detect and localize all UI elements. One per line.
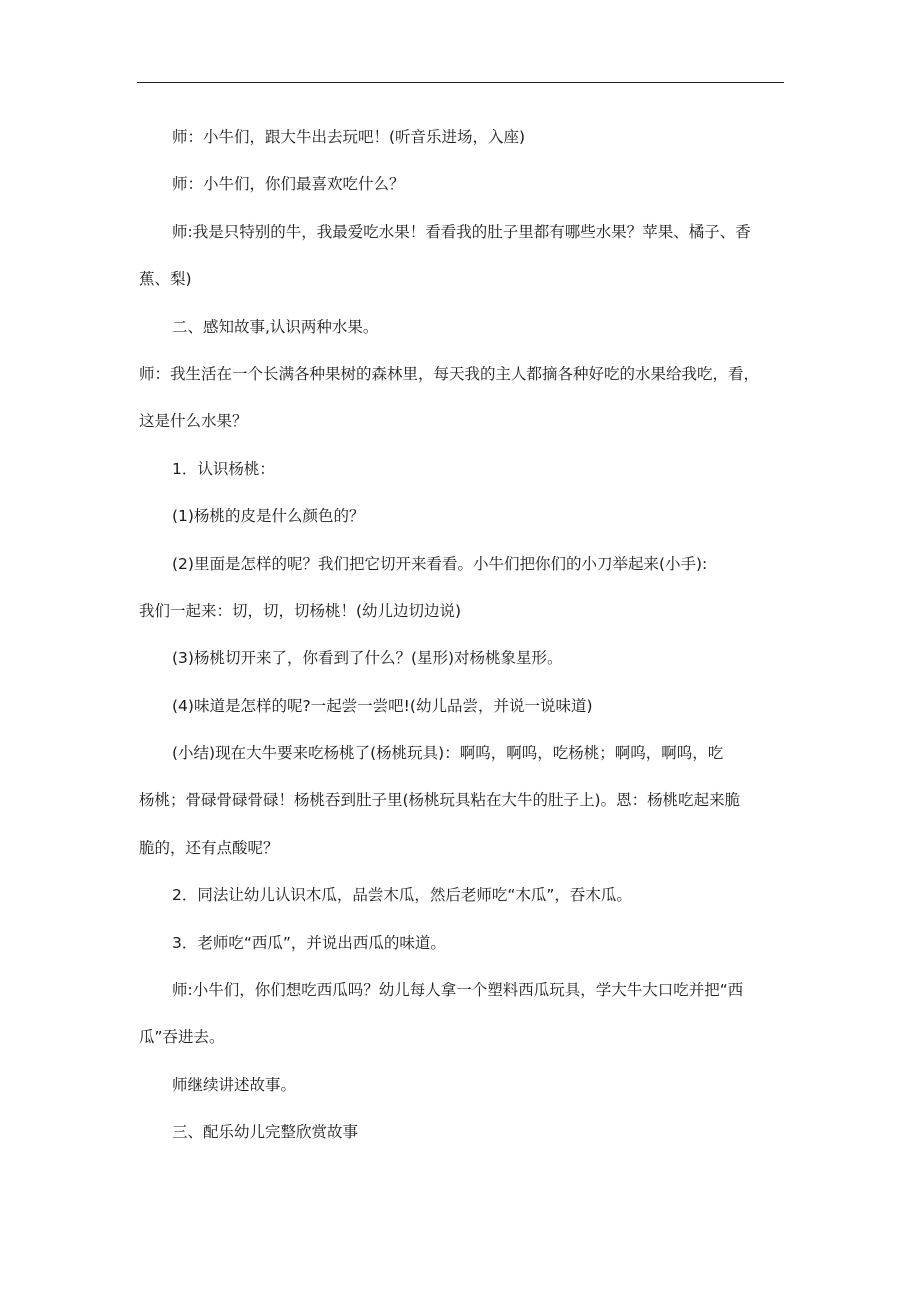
text-line: 这是什么水果？ (139, 412, 248, 431)
text-line: 师：小牛们，跟大牛出去玩吧！(听音乐进场，入座) (172, 128, 526, 146)
text-line: (4)味道是怎样的呢?一起尝一尝吧!(幼儿品尝，并说一说味道) (172, 696, 593, 715)
text-line: (小结)现在大牛要来吃杨桃了(杨桃玩具)：啊呜，啊呜，吃杨桃；啊呜，啊呜，吃 (172, 744, 724, 763)
section-heading: 二、感知故事,认识两种水果。 (172, 317, 379, 336)
text-line: 师:小牛们，你们想吃西瓜吗？幼儿每人拿一个塑料西瓜玩具，学大牛大口吃并把“西 (172, 981, 744, 1000)
text-line: 杨桃；骨碌骨碌骨碌！杨桃吞到肚子里(杨桃玩具粘在大牛的肚子上)。恩：杨桃吃起来脆 (139, 791, 741, 810)
section-heading: 三、配乐幼儿完整欣赏故事 (172, 1123, 359, 1142)
text-line: (1)杨桃的皮是什么颜色的？ (172, 507, 365, 526)
text-line: 师：我生活在一个长满各种果树的森林里，每天我的主人都摘各种好吃的水果给我吃，看， (139, 364, 760, 383)
document-body (139, 114, 794, 1157)
text-line: 师继续讲述故事。 (172, 1075, 297, 1094)
text-line: 师：小牛们，你们最喜欢吃什么？ (172, 175, 405, 194)
subsection-heading: 2．同法让幼儿认识木瓜，品尝木瓜，然后老师吃“木瓜”，吞木瓜。 (172, 886, 632, 905)
text-line: 脆的，还有点酸呢？ (139, 838, 279, 857)
text-line: (2)里面是怎样的呢？我们把它切开来看看。小牛们把你们的小刀举起来(小手): (172, 554, 708, 573)
text-line: 我们一起来：切，切，切杨桃！(幼儿边切边说) (139, 601, 462, 620)
header-rule (137, 82, 784, 83)
subsection-heading: 3．老师吃“西瓜”，并说出西瓜的味道。 (172, 933, 446, 952)
text-line: 瓜”吞进去。 (139, 1028, 225, 1047)
text-line: 蕉、梨) (139, 270, 192, 289)
text-line: (3)杨桃切开来了，你看到了什么？(星形)对杨桃象星形。 (172, 649, 563, 668)
subsection-heading: 1．认识杨桃： (172, 459, 275, 478)
text-line: 师:我是只特别的牛，我最爱吃水果！看看我的肚子里都有哪些水果？苹果、橘子、香 (172, 222, 751, 241)
